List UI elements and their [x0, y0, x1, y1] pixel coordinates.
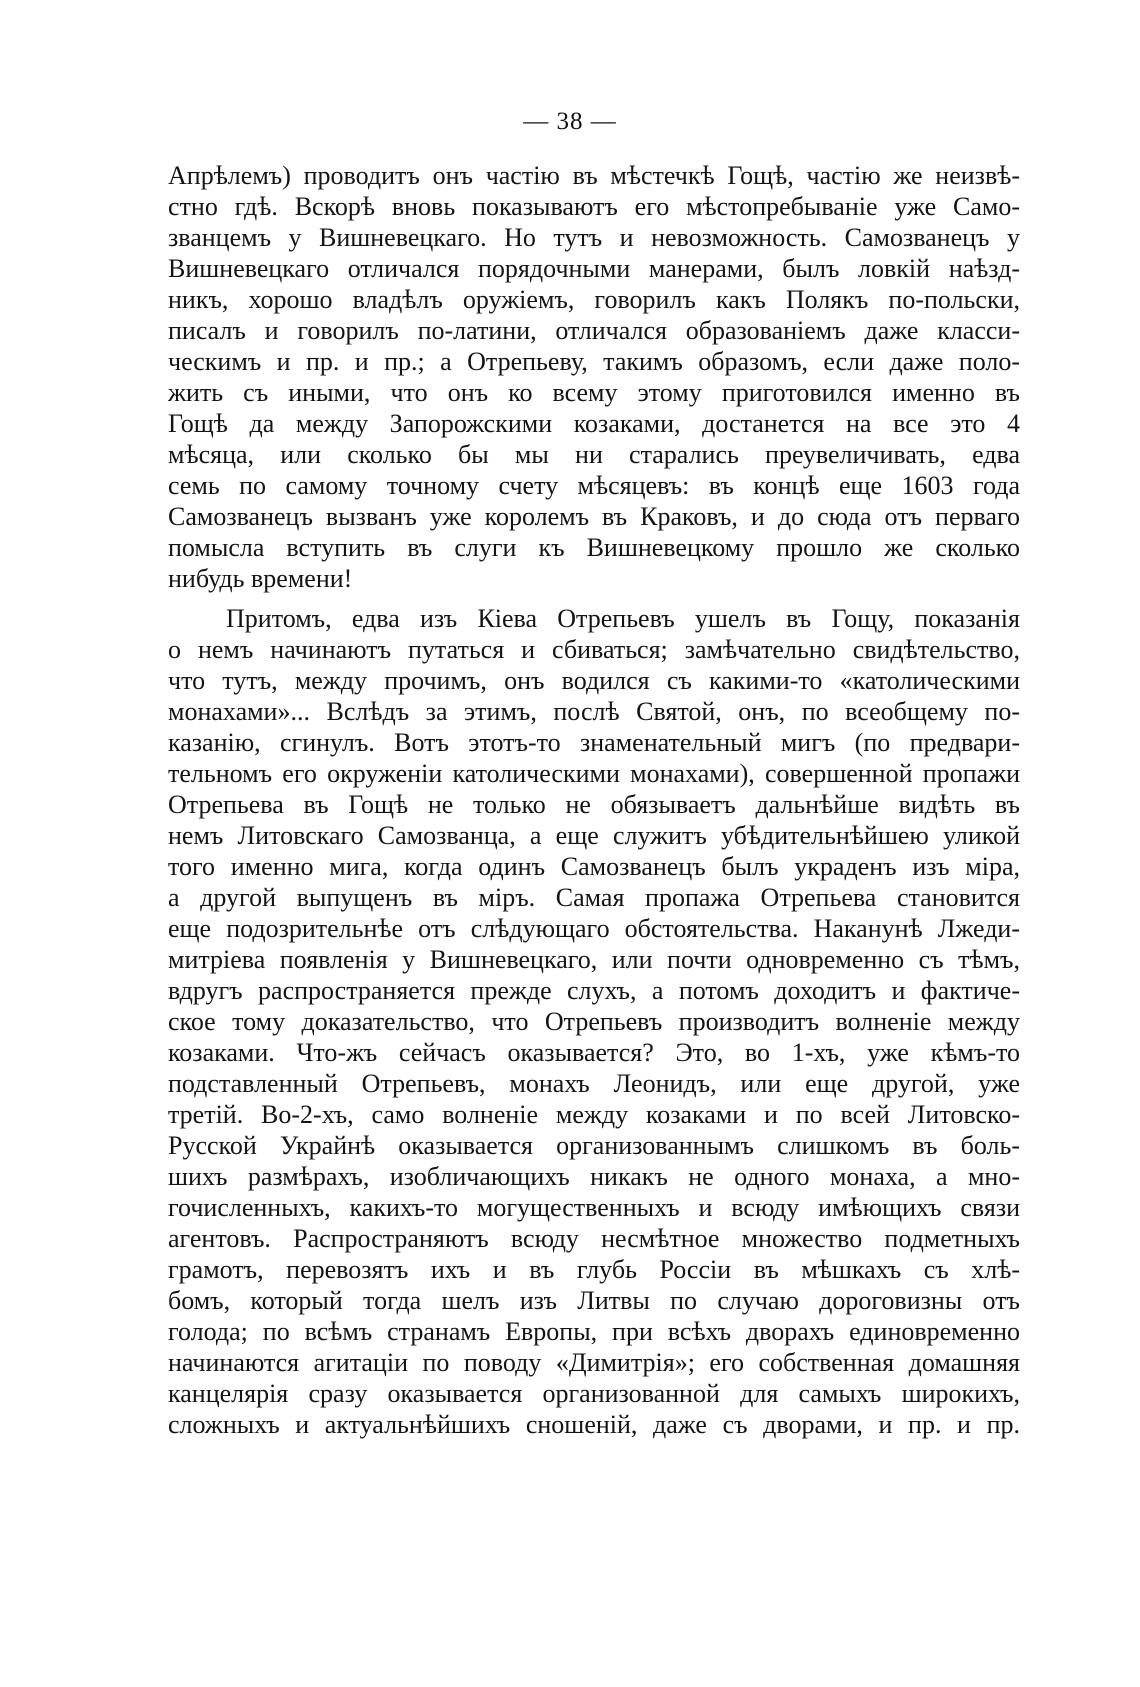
paragraph-2	[168, 603, 1020, 1440]
text-line: немъ Литовскаго Самозванца, а еще служитъ убѣдительнѣйшею уликой	[168, 821, 1020, 850]
text-line: ское тому доказательство, что Отрепьевъ производитъ волненіе между	[168, 1007, 1020, 1036]
text-line: еще подозрительнѣе отъ слѣдующаго обстоятельства. Наканунѣ Лжеди-	[168, 914, 1020, 943]
text-line: жить съ иными, что онъ ко всему этому приготовился именно въ	[168, 378, 1020, 407]
text-line: помысла вступить въ слуги къ Вишневецкому прошло же сколько	[168, 533, 1020, 562]
text-line: козаками. Что-жъ сейчасъ оказывается? Это, во 1-хъ, уже кѣмъ-то	[168, 1038, 1020, 1067]
page-text	[168, 160, 1020, 1440]
text-line: о немъ начинаютъ путаться и сбиваться; замѣчательно свидѣтельство,	[168, 635, 1020, 664]
text-line: того именно мига, когда одинъ Самозванецъ былъ украденъ изъ міра,	[168, 852, 1020, 881]
text-line: Самозванецъ вызванъ уже королемъ въ Краковъ, и до сюда отъ перваго	[168, 502, 1020, 531]
text-line: бомъ, который тогда шелъ изъ Литвы по случаю дороговизны отъ	[168, 1286, 1020, 1315]
text-line: Гощѣ да между Запорожскими козаками, достанется на все это 4	[168, 409, 1020, 438]
text-line: что тутъ, между прочимъ, онъ водился съ какими-то «католическими	[168, 666, 1020, 695]
text-line: Притомъ, едва изъ Кіева Отрепьевъ ушелъ въ Гощу, показанія	[226, 604, 1020, 633]
text-line: званцемъ у Вишневецкаго. Но тутъ и невозможность. Самозванецъ у	[168, 223, 1020, 252]
text-line: Отрепьева въ Гощѣ не только не обязываетъ дальнѣйше видѣть въ	[168, 790, 1020, 819]
text-line: семь по самому точному счету мѣсяцевъ: въ концѣ еще 1603 года	[168, 471, 1020, 500]
text-line: казанію, сгинулъ. Вотъ этотъ-то знаменательный мигъ (по предвари-	[168, 728, 1020, 757]
text-line: канцелярія сразу оказывается организованной для самыхъ широкихъ,	[168, 1379, 1020, 1408]
text-line: мѣсяца, или сколько бы мы ни старались преувеличивать, едва	[168, 440, 1020, 469]
text-line: митріева появленія у Вишневецкаго, или почти одновременно съ тѣмъ,	[168, 945, 1020, 974]
text-line: писалъ и говорилъ по-латини, отличался образованіемъ даже класси-	[168, 316, 1020, 345]
page-number: — 38 —	[523, 108, 617, 135]
text-line: голода; по всѣмъ странамъ Европы, при всѣхъ дворахъ единовременно	[168, 1317, 1020, 1346]
text-line: гочисленныхъ, какихъ-то могущественныхъ и всюду имѣющихъ связи	[168, 1193, 1020, 1222]
text-line: нибудь времени!	[168, 564, 353, 593]
text-line: агентовъ. Распространяютъ всюду несмѣтное множество подметныхъ	[168, 1224, 1020, 1253]
text-line: Русской Украйнѣ оказывается организованнымъ слишкомъ въ боль-	[168, 1131, 1020, 1160]
text-line: третій. Во-2-хъ, само волненіе между козаками и по всей Литовско-	[168, 1100, 1020, 1129]
text-line: ческимъ и пр. и пр.; а Отрепьеву, такимъ образомъ, если даже поло-	[168, 347, 1020, 376]
paragraph-1	[168, 160, 1020, 594]
text-line: а другой выпущенъ въ міръ. Самая пропажа Отрепьева становится	[168, 883, 1020, 912]
text-line: шихъ размѣрахъ, изобличающихъ никакъ не одного монаха, а мно-	[168, 1162, 1020, 1191]
text-line: вдругъ распространяется прежде слухъ, а потомъ доходитъ и фактиче-	[168, 976, 1020, 1005]
text-line: стно гдѣ. Вскорѣ вновь показываютъ его мѣстопребываніе уже Само-	[168, 192, 1020, 221]
text-line: сложныхъ и актуальнѣйшихъ сношеній, даже съ дворами, и пр. и пр.	[168, 1410, 1020, 1439]
text-line: Вишневецкаго отличался порядочными манерами, былъ ловкій наѣзд-	[168, 254, 1020, 283]
text-line: грамотъ, перевозятъ ихъ и въ глубь Россіи въ мѣшкахъ съ хлѣ-	[168, 1255, 1020, 1284]
text-line: никъ, хорошо владѣлъ оружіемъ, говорилъ какъ Полякъ по-польски,	[168, 285, 1020, 314]
text-line: тельномъ его окруженіи католическими монахами), совершенной пропажи	[168, 759, 1020, 788]
text-line: начинаются агитаціи по поводу «Димитрія»; его собственная домашняя	[168, 1348, 1020, 1377]
text-line: монахами»... Вслѣдъ за этимъ, послѣ Святой, онъ, по всеобщему по-	[168, 697, 1020, 726]
text-line: подставленный Отрепьевъ, монахъ Леонидъ, или еще другой, уже	[168, 1069, 1020, 1098]
text-line: Апрѣлемъ) проводитъ онъ частію въ мѣстечкѣ Гощѣ, частію же неизвѣ-	[168, 161, 1020, 190]
